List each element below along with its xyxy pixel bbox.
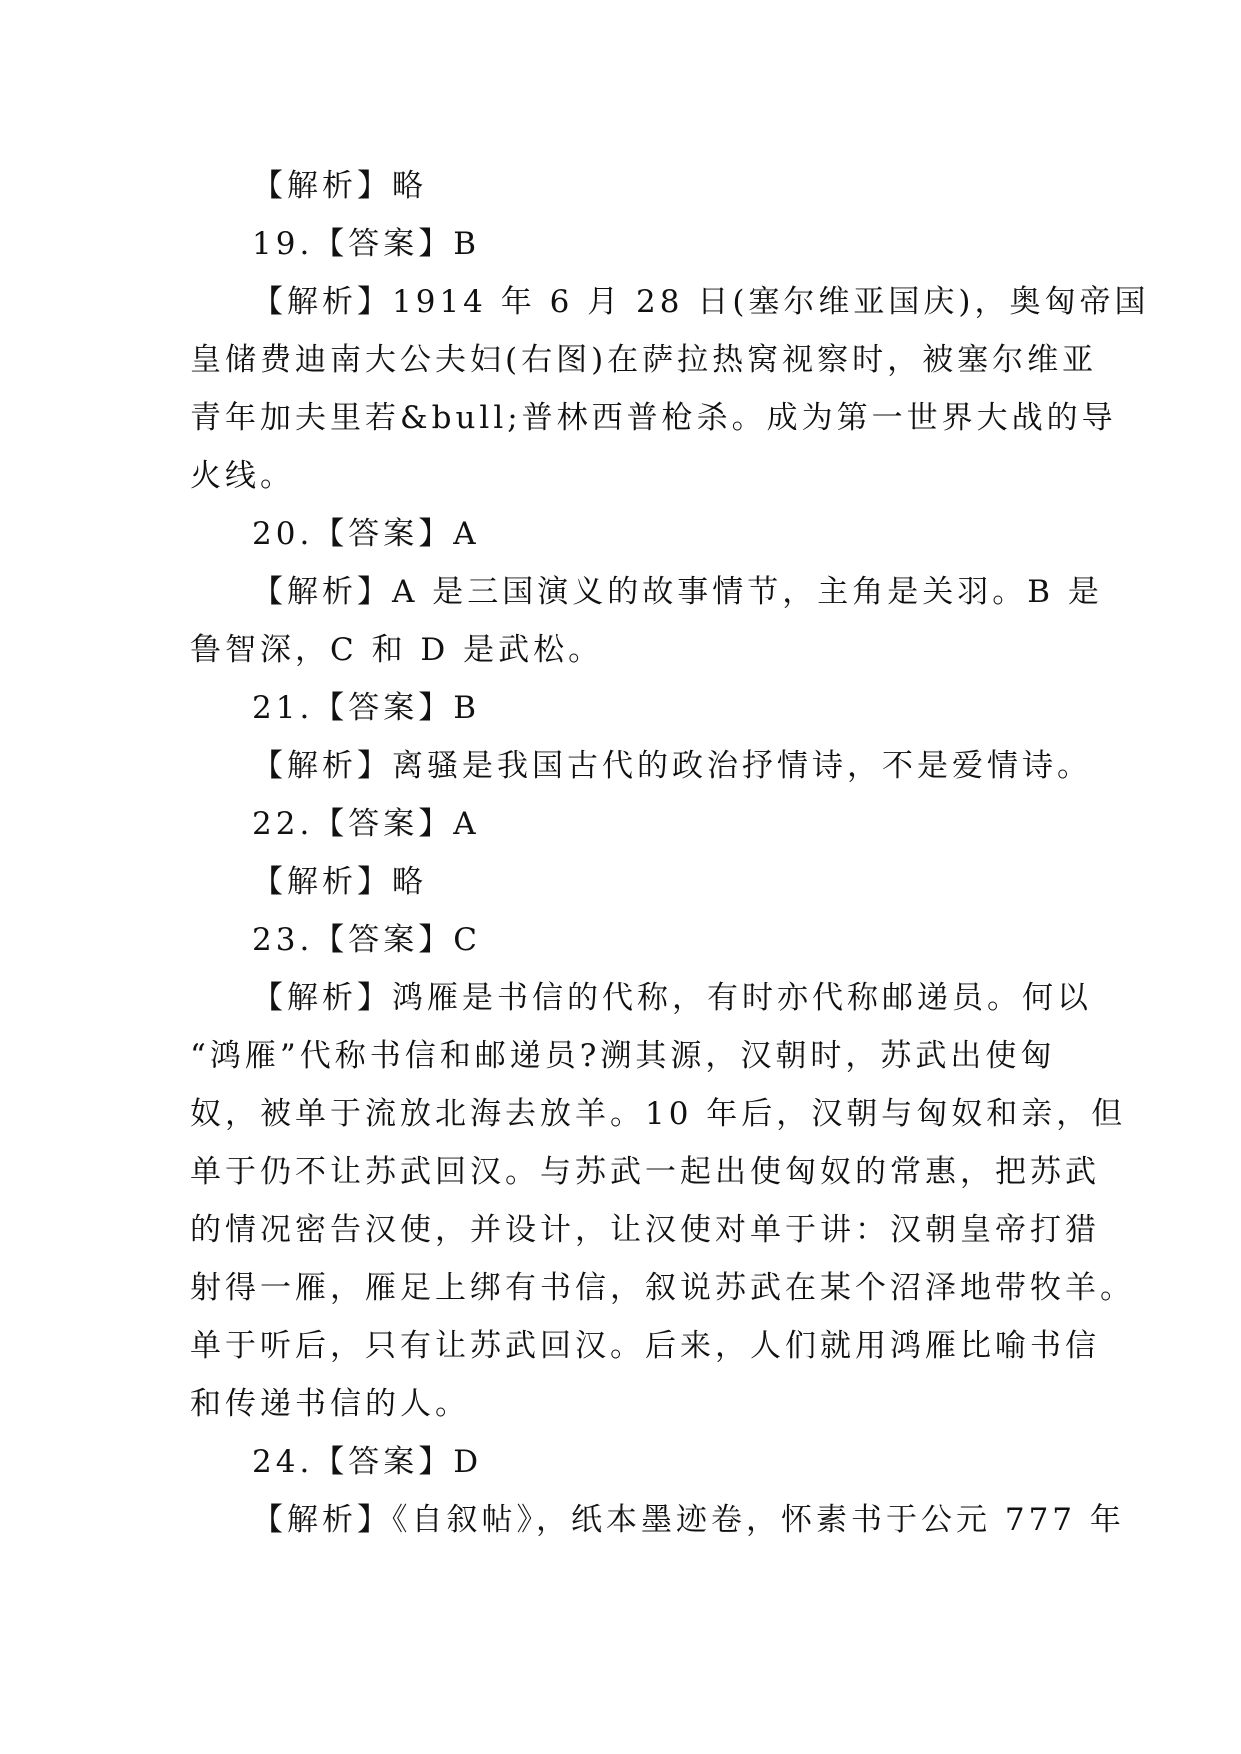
paragraph-line: 奴，被单于流放北海去放羊。10 年后，汉朝与匈奴和亲，但	[190, 1096, 1127, 1132]
paragraph-line: 单于仍不让苏武回汉。与苏武一起出使匈奴的常惠，把苏武	[190, 1154, 1100, 1190]
answer-line-21: 21.【答案】B	[252, 690, 481, 726]
analysis-line-19: 【解析】1914 年 6 月 28 日(塞尔维亚国庆)，奥匈帝国	[252, 284, 1150, 320]
paragraph-line: 单于听后，只有让苏武回汉。后来，人们就用鸿雁比喻书信	[190, 1328, 1100, 1364]
answer-line-22: 22.【答案】A	[252, 806, 480, 842]
answer-line-19: 19.【答案】B	[252, 226, 481, 262]
paragraph-line: 的情况密告汉使，并设计，让汉使对单于讲：汉朝皇帝打猎	[190, 1212, 1100, 1248]
answer-line-23: 23.【答案】C	[252, 922, 482, 958]
analysis-line-20: 【解析】A 是三国演义的故事情节，主角是关羽。B 是	[252, 574, 1103, 610]
analysis-line-22: 【解析】略	[252, 864, 427, 900]
analysis-line: 【解析】略	[252, 168, 427, 204]
paragraph-line: 皇储费迪南大公夫妇(右图)在萨拉热窝视察时，被塞尔维亚	[190, 342, 1098, 378]
analysis-line-24: 【解析】《自叙帖》，纸本墨迹卷，怀素书于公元 777 年	[252, 1502, 1125, 1538]
analysis-line-21: 【解析】离骚是我国古代的政治抒情诗，不是爱情诗。	[252, 748, 1092, 784]
answer-line-24: 24.【答案】D	[252, 1444, 483, 1480]
paragraph-line: “鸿雁”代称书信和邮递员?溯其源，汉朝时，苏武出使匈	[190, 1038, 1056, 1074]
analysis-line-23: 【解析】鸿雁是书信的代称，有时亦代称邮递员。何以	[252, 980, 1092, 1016]
paragraph-line: 青年加夫里若&bull;普林西普枪杀。成为第一世界大战的导	[190, 400, 1117, 436]
paragraph-line: 射得一雁，雁足上绑有书信，叙说苏武在某个沼泽地带牧羊。	[190, 1270, 1135, 1306]
paragraph-line: 火线。	[190, 458, 295, 494]
answer-line-20: 20.【答案】A	[252, 516, 480, 552]
paragraph-line: 和传递书信的人。	[190, 1386, 470, 1422]
paragraph-line: 鲁智深，C 和 D 是武松。	[190, 632, 604, 668]
